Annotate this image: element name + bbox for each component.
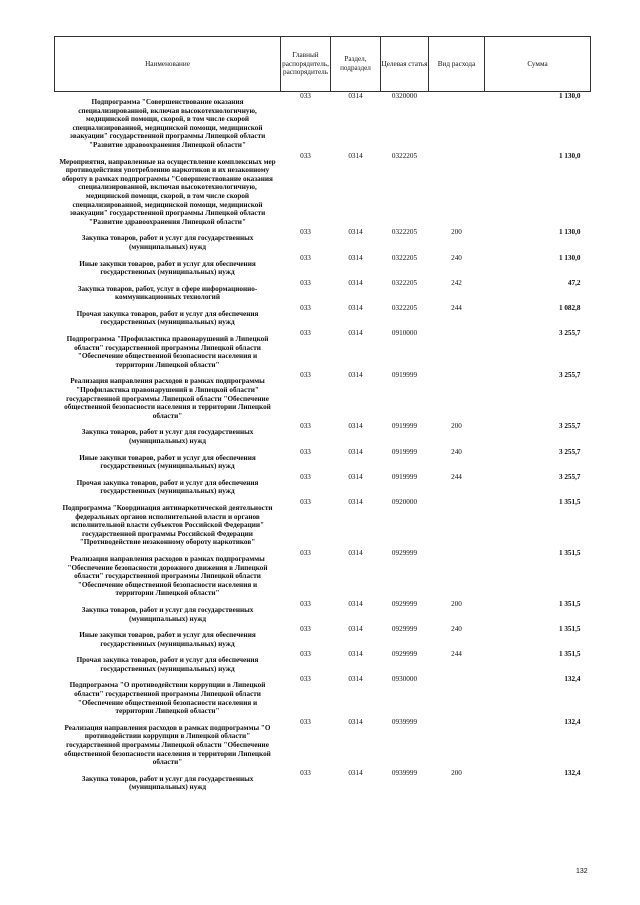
row-article: 0939999 xyxy=(391,768,418,777)
row-article: 0919999 xyxy=(391,371,418,380)
row-kind xyxy=(429,675,485,717)
row-section: 0314 xyxy=(348,472,363,481)
table-row xyxy=(55,675,591,717)
row-kind xyxy=(429,549,485,600)
row-article: 0322205 xyxy=(391,303,418,312)
row-name: Мероприятия, направленные на осуществление комплексных мер противодействия употреблению наркотиков и их незаконному обороту в рамках подпрограммы "Совершенствование оказания специализированной, включая высокотехнологичную, медицинской помощи, скорой, в том числе скорой специализированной, медицинской помощи, медицинской эвакуации" государственной программы Липецкой области "Развитие здравоохранения Липецкой области" xyxy=(59,157,276,226)
row-name: Подпрограмма "Совершенствование оказания специализированной, включая высокотехнологичную, медицинской помощи, скорой, в том числе скорой специализированной, медицинской помощи, медицинской эвакуации" государственной программы Липецкой области "Развитие здравоохранения Липецкой области" xyxy=(69,98,266,149)
row-section: 0314 xyxy=(348,447,363,456)
header-admin: Главный распорядитель, распорядитель xyxy=(281,37,331,92)
table-body xyxy=(55,92,591,795)
row-admin: 033 xyxy=(300,497,311,506)
row-kind xyxy=(429,371,485,422)
table-row xyxy=(55,549,591,600)
row-admin: 033 xyxy=(300,548,311,557)
row-sum: 1 351,5 xyxy=(558,650,581,659)
row-sum: 3 255,7 xyxy=(558,371,581,380)
row-sum: 1 130,0 xyxy=(558,228,581,237)
row-article: 0920000 xyxy=(391,497,418,506)
row-article: 0929999 xyxy=(391,625,418,634)
row-admin: 033 xyxy=(300,675,311,684)
table-row xyxy=(55,650,591,675)
row-article: 0320000 xyxy=(391,92,418,100)
row-section: 0314 xyxy=(348,548,363,557)
table-row xyxy=(55,152,591,229)
row-section: 0314 xyxy=(348,768,363,777)
row-article: 0929999 xyxy=(391,650,418,659)
row-name: Реализация направления расходов в рамках подпрограммы "Обеспечение безопасности дорожного движения в Липецкой области" государственной программы Липецкой области "Обеспечение общественной безопасности населения и территории Липецкой области" xyxy=(67,554,268,598)
row-kind xyxy=(429,92,485,152)
row-kind: 244 xyxy=(451,650,462,659)
row-sum: 3 255,7 xyxy=(558,447,581,456)
row-sum: 132,4 xyxy=(564,717,581,726)
row-name: Подпрограмма "О противодействии коррупции в Липецкой области" государственной программы Липецкой области "Обеспечение общественной безопасности населения и территории Липецкой области" xyxy=(69,681,266,716)
row-admin: 033 xyxy=(300,650,311,659)
row-section: 0314 xyxy=(348,717,363,726)
row-section: 0314 xyxy=(348,151,363,160)
row-sum: 1 351,5 xyxy=(558,497,581,506)
table-row xyxy=(55,769,591,794)
row-section: 0314 xyxy=(348,303,363,312)
row-sum: 3 255,7 xyxy=(558,329,581,338)
header-kind: Вид расхода xyxy=(429,37,485,92)
header-article: Целевая статья xyxy=(381,37,429,92)
row-section: 0314 xyxy=(348,599,363,608)
row-article: 0939999 xyxy=(391,717,418,726)
row-admin: 033 xyxy=(300,717,311,726)
table-row xyxy=(55,371,591,422)
row-sum: 1 130,0 xyxy=(558,253,581,262)
header-name: Наименование xyxy=(55,37,281,92)
row-kind: 240 xyxy=(451,447,462,456)
row-article: 0322205 xyxy=(391,278,418,287)
row-name: Подпрограмма "Координация антинаркотической деятельности федеральных органов исполнительной власти и органов исполнительной власти субъектов Российской Федерации" государственной программы Российской Федерации "Противодействие незаконному обороту наркотиков" xyxy=(62,503,273,547)
row-kind xyxy=(429,152,485,229)
budget-table xyxy=(54,36,591,794)
row-kind: 244 xyxy=(451,303,462,312)
table-row xyxy=(55,600,591,625)
row-admin: 033 xyxy=(300,303,311,312)
row-admin: 033 xyxy=(300,92,311,100)
row-kind: 244 xyxy=(451,472,462,481)
row-admin: 033 xyxy=(300,625,311,634)
header-sum: Сумма xyxy=(485,37,591,92)
row-article: 0929999 xyxy=(391,548,418,557)
row-section: 0314 xyxy=(348,625,363,634)
table-row xyxy=(55,448,591,473)
row-sum: 47,2 xyxy=(567,278,581,287)
row-sum: 3 255,7 xyxy=(558,472,581,481)
table-row xyxy=(55,718,591,769)
row-name: Прочая закупка товаров, работ и услуг для обеспечения государственных (муниципальных) нужд xyxy=(76,478,259,496)
row-section: 0314 xyxy=(348,422,363,431)
row-sum: 1 351,5 xyxy=(558,548,581,557)
row-name: Реализация направления расходов в рамках подпрограммы "О противодействии коррупции в Липецкой области" государственной программы Липецкой области "Обеспечение общественной безопасности населения и территории Липецкой области" xyxy=(64,723,271,767)
row-admin: 033 xyxy=(300,278,311,287)
row-section: 0314 xyxy=(348,253,363,262)
row-kind: 200 xyxy=(451,599,462,608)
row-admin: 033 xyxy=(300,253,311,262)
header-row xyxy=(55,37,591,92)
row-kind xyxy=(429,329,485,371)
row-sum: 132,4 xyxy=(564,768,581,777)
table-row xyxy=(55,473,591,498)
row-section: 0314 xyxy=(348,92,363,100)
row-article: 0910000 xyxy=(391,329,418,338)
row-kind: 200 xyxy=(451,228,462,237)
row-admin: 033 xyxy=(300,422,311,431)
row-kind xyxy=(429,718,485,769)
row-article: 0322205 xyxy=(391,253,418,262)
row-section: 0314 xyxy=(348,650,363,659)
row-name: Закупка товаров, работ и услуг для государственных (муниципальных) нужд xyxy=(81,774,254,792)
table-row xyxy=(55,228,591,253)
row-name: Иные закупки товаров, работ и услуг для обеспечения государственных (муниципальных) нужд xyxy=(79,453,256,471)
row-kind: 200 xyxy=(451,422,462,431)
row-sum: 1 130,0 xyxy=(558,151,581,160)
row-name: Закупка товаров, работ, услуг в сфере информационно-коммуникационных технологий xyxy=(77,284,258,302)
row-sum: 132,4 xyxy=(564,675,581,684)
page-number: 132 xyxy=(576,868,588,875)
row-sum: 1 351,5 xyxy=(558,599,581,608)
row-sum: 3 255,7 xyxy=(558,422,581,431)
row-name: Закупка товаров, работ и услуг для государственных (муниципальных) нужд xyxy=(81,234,254,251)
table-row xyxy=(55,625,591,650)
table-row xyxy=(55,304,591,329)
table-row xyxy=(55,329,591,371)
row-article: 0929999 xyxy=(391,599,418,608)
row-article: 0930000 xyxy=(391,675,418,684)
row-kind: 240 xyxy=(451,625,462,634)
row-section: 0314 xyxy=(348,675,363,684)
row-article: 0919999 xyxy=(391,472,418,481)
table-row xyxy=(55,254,591,279)
row-admin: 033 xyxy=(300,768,311,777)
row-admin: 033 xyxy=(300,599,311,608)
row-name: Закупка товаров, работ и услуг для государственных (муниципальных) нужд xyxy=(81,428,254,445)
row-name: Иные закупки товаров, работ и услуг для обеспечения государственных (муниципальных) нужд xyxy=(79,259,256,277)
row-kind: 240 xyxy=(451,253,462,262)
row-kind xyxy=(429,498,485,549)
row-admin: 033 xyxy=(300,447,311,456)
row-article: 0919999 xyxy=(391,422,418,431)
row-article: 0322205 xyxy=(391,228,418,237)
header-section: Раздел, подраздел xyxy=(331,37,381,92)
row-kind: 200 xyxy=(451,768,462,777)
row-name: Прочая закупка товаров, работ и услуг для обеспечения государственных (муниципальных) нужд xyxy=(76,309,259,327)
row-section: 0314 xyxy=(348,278,363,287)
row-section: 0314 xyxy=(348,228,363,237)
row-sum: 1 082,8 xyxy=(558,303,581,312)
row-section: 0314 xyxy=(348,371,363,380)
row-admin: 033 xyxy=(300,151,311,160)
row-name: Реализация направления расходов в рамках подпрограммы "Профилактика правонарушений в Липецкой области" государственной программы Липецкой области "Обеспечение общественной безопасности населения и территории Липецкой области" xyxy=(64,377,271,420)
row-sum: 1 130,0 xyxy=(558,92,581,100)
row-kind: 242 xyxy=(451,278,462,287)
row-section: 0314 xyxy=(348,329,363,338)
row-admin: 033 xyxy=(300,371,311,380)
row-name: Иные закупки товаров, работ и услуг для обеспечения государственных (муниципальных) нужд xyxy=(79,631,256,648)
row-name: Подпрограмма "Профилактика правонарушений в Липецкой области" государственной программы Липецкой области "Обеспечение общественной безопасности населения и территории Липецкой области" xyxy=(66,335,269,369)
table-row xyxy=(55,422,591,447)
row-name: Закупка товаров, работ и услуг для государственных (муниципальных) нужд xyxy=(81,605,254,623)
row-admin: 033 xyxy=(300,329,311,338)
row-name: Прочая закупка товаров, работ и услуг для обеспечения государственных (муниципальных) нужд xyxy=(76,656,259,673)
row-admin: 033 xyxy=(300,228,311,237)
row-sum: 1 351,5 xyxy=(558,625,581,634)
row-article: 0919999 xyxy=(391,447,418,456)
table-row xyxy=(55,498,591,549)
table-row xyxy=(55,279,591,304)
table-row xyxy=(55,92,591,152)
row-article: 0322205 xyxy=(391,151,418,160)
row-admin: 033 xyxy=(300,472,311,481)
row-section: 0314 xyxy=(348,497,363,506)
